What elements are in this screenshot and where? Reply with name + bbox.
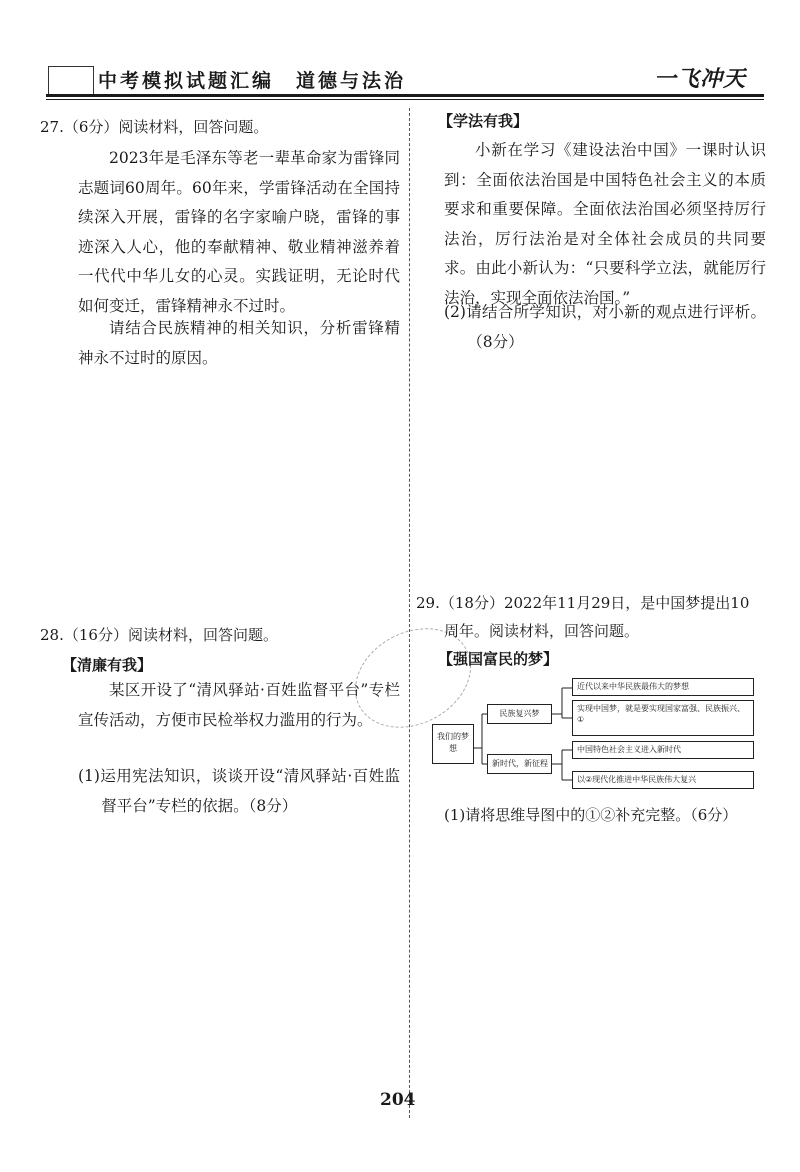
q27-heading: 27.（6分）阅读材料，回答问题。 xyxy=(40,118,269,136)
law-material: 小新在学习《建设法治中国》一课时认识到：全面依法治国是中国特色社会主义的本质要求和重要保障。全面依法治国必须坚持厉行法治，厉行法治是对全体社会成员的共同要求。由此小新认为：“只要科学立法，就能厉行法治，实现全面依法治国。” xyxy=(444,141,766,307)
q28-question-1: (1)运用宪法知识，谈谈开设“清风驿站·百姓监督平台”专栏的依据。（8分） xyxy=(78,767,400,815)
column-divider xyxy=(409,108,410,1118)
mindmap-branch-b: 新时代，新征程 xyxy=(487,754,552,774)
mindmap-root: 我们的梦想 xyxy=(432,724,474,764)
mindmap-leaf-4: 以②现代化推进中华民族伟大复兴 xyxy=(572,771,754,789)
page-number: 204 xyxy=(380,1090,416,1110)
header-rule xyxy=(46,94,764,97)
mindmap-leaf-3: 中国特色社会主义进入新时代 xyxy=(572,741,754,759)
q29-heading-line1: 29.（18分）2022年11月29日，是中国梦提出10 xyxy=(416,594,750,612)
section-tag-integrity: 【清廉有我】 xyxy=(62,656,153,674)
q28-heading: 28.（16分）阅读材料，回答问题。 xyxy=(40,626,278,644)
header-brand-logo: 一飞冲天 xyxy=(654,66,747,92)
header-series-title: 中考模拟试题汇编 道德与法治 xyxy=(98,70,407,92)
section-tag-law: 【学法有我】 xyxy=(438,112,529,130)
header-rule-thin xyxy=(46,99,764,100)
q27-question: 请结合民族精神的相关知识，分析雷锋精神永不过时的原因。 xyxy=(78,319,400,367)
header-corner-ornament xyxy=(48,66,94,97)
mindmap-leaf-2: 实现中国梦，就是要实现国家富强、民族振兴、① xyxy=(572,700,754,736)
section-tag-dream: 【强国富民的梦】 xyxy=(438,650,559,668)
law-question-2: (2)请结合所学知识，对小新的观点进行评析。（8分） xyxy=(444,303,766,351)
q29-question-1: (1)请将思维导图中的①②补充完整。（6分） xyxy=(444,806,738,824)
mindmap-leaf-1: 近代以来中华民族最伟大的梦想 xyxy=(572,678,754,696)
q28-material: 某区开设了“清风驿站·百姓监督平台”专栏宣传活动，方便市民检举权力滥用的行为。 xyxy=(78,681,400,729)
q27-material: 2023年是毛泽东等老一辈革命家为雷锋同志题词60周年。60年来，学雷锋活动在全国持续深入开展，雷锋的名字家喻户晓，雷锋的事迹深入人心，他的奉献精神、敬业精神滋养着一代代中华儿女的心灵。实践证明，无论时代如何变迁，雷锋精神永不过时。 xyxy=(78,149,400,315)
q29-heading-line2: 周年。阅读材料，回答问题。 xyxy=(444,622,640,640)
mindmap-branch-a: 民族复兴梦 xyxy=(487,704,552,724)
